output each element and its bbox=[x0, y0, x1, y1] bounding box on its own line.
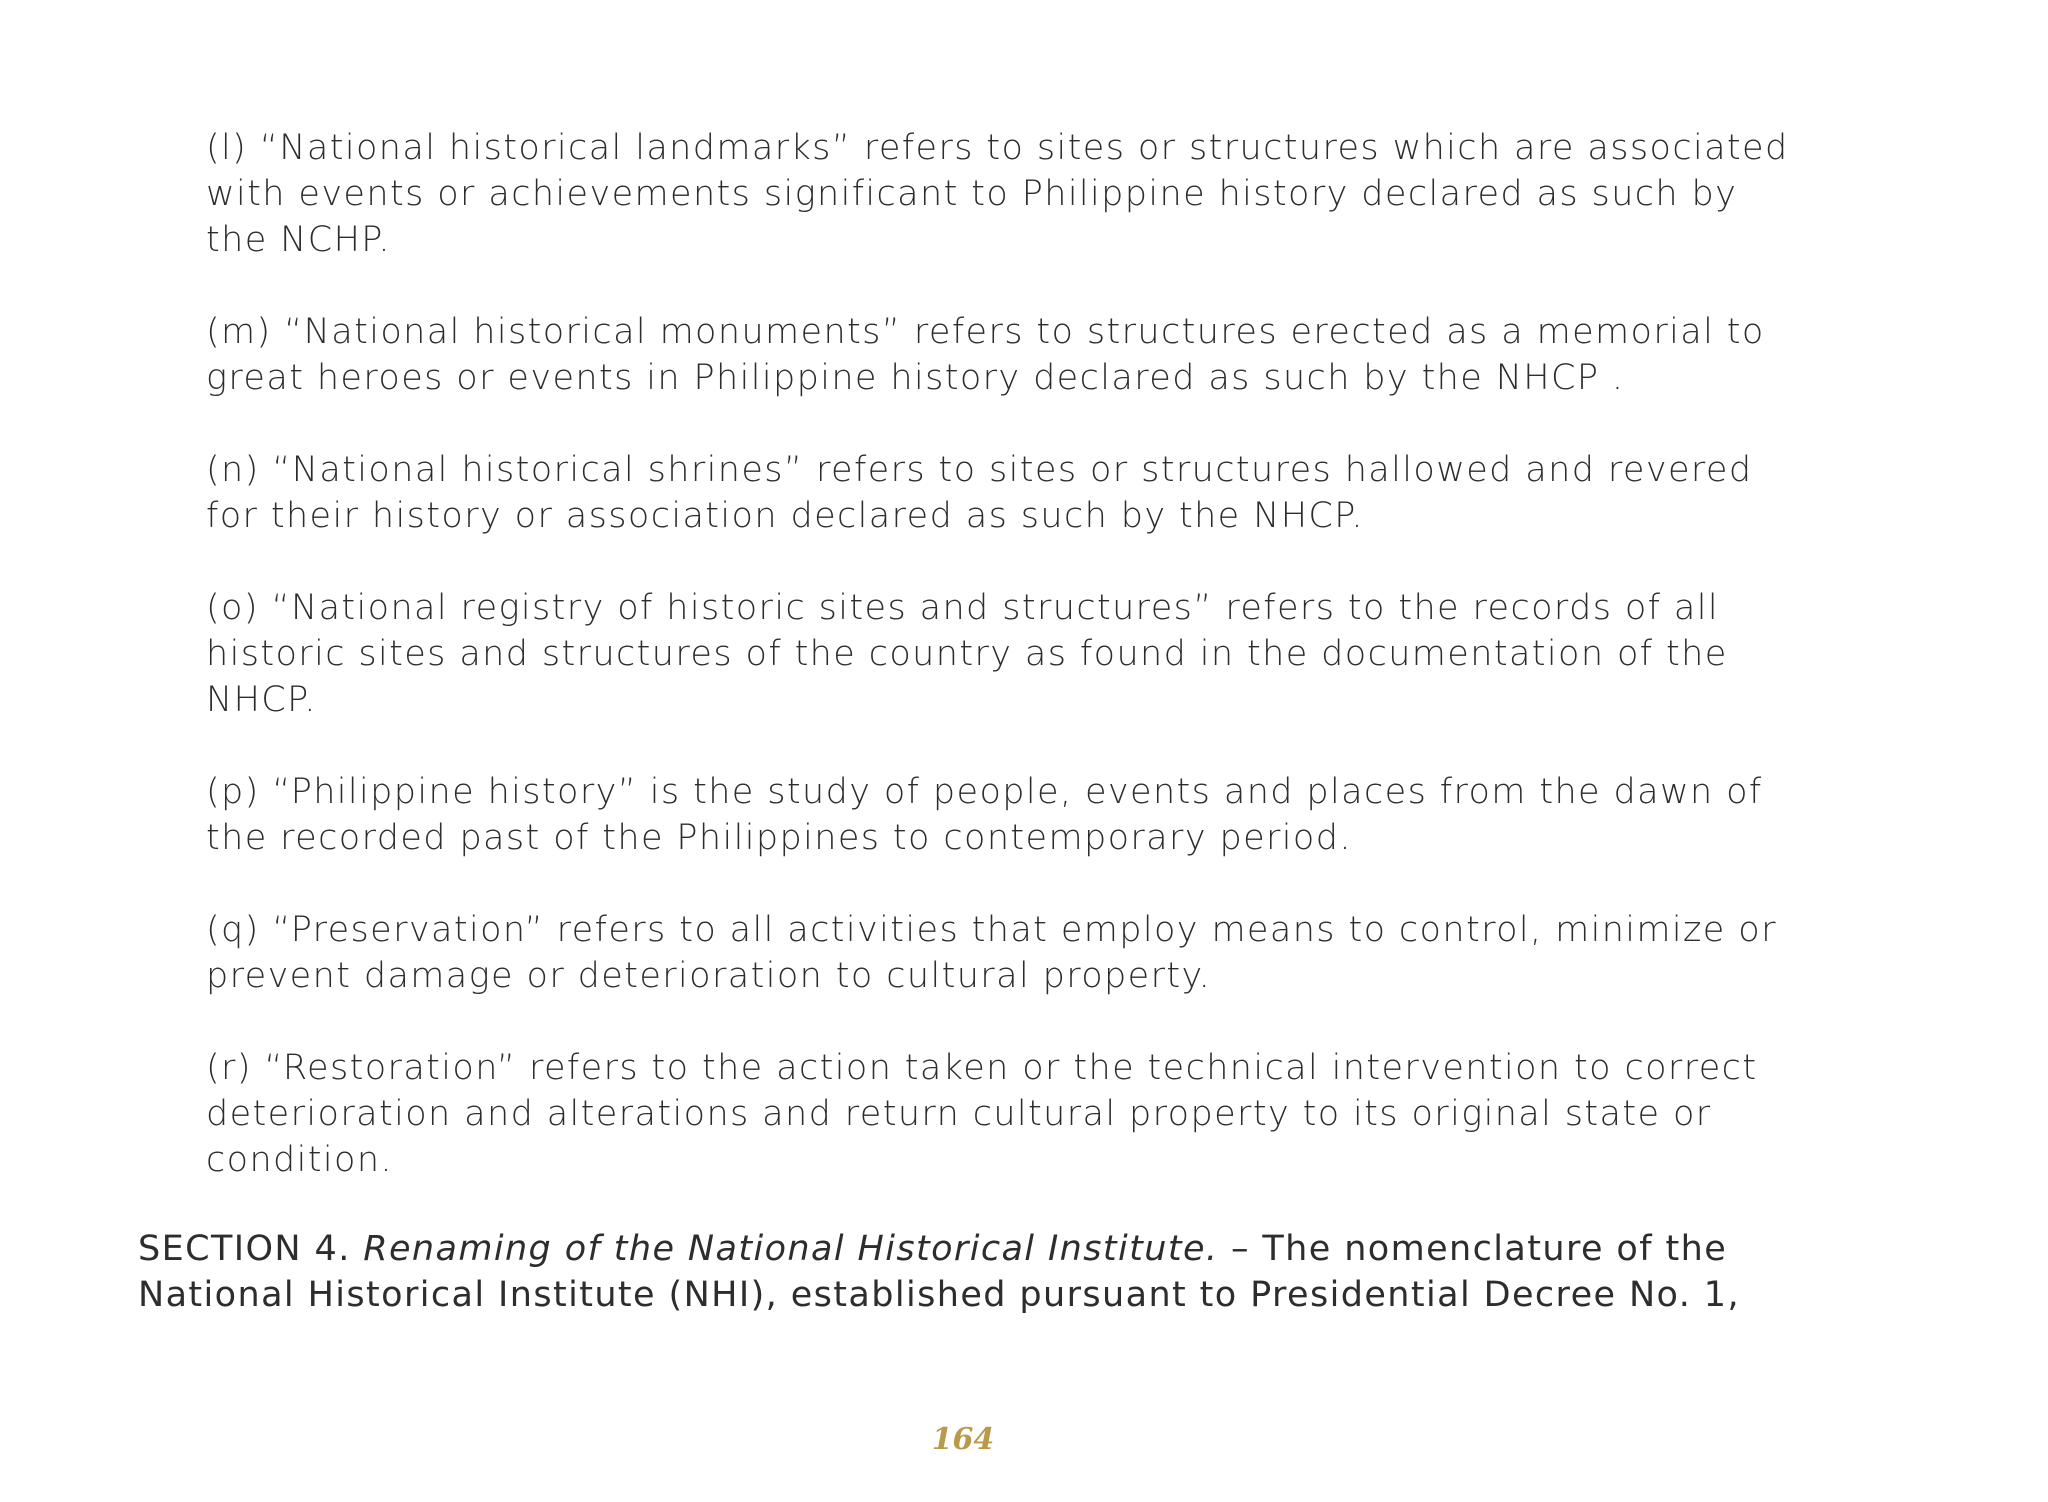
definition-q: (q) “Preservation” refers to all activities that employ means to control, minimize or prevent damage or deterioration to cultural property. bbox=[206, 910, 1777, 996]
section-body: – The nomenclature of the National Historical Institute (NHI), established pursuant to Presidential Decree No. 1, bbox=[138, 1229, 1740, 1315]
definition-p: (p) “Philippine history” is the study of people, events and places from the dawn of the recorded past of the Philippines to contemporary period. bbox=[206, 772, 1763, 858]
section-4-paragraph bbox=[138, 1226, 1888, 1318]
definition-o: (o) “National registry of historic sites and structures” refers to the records of all historic sites and structures of the country as found in the documentation of the NHCP. bbox=[206, 588, 1728, 720]
definitions-list bbox=[206, 125, 1806, 1183]
section-label: SECTION 4. bbox=[138, 1229, 351, 1269]
section-title: Renaming of the National Historical Institute. bbox=[363, 1229, 1219, 1269]
definition-n: (n) “National historical shrines” refers to sites or structures hallowed and revered for their history or association declared as such by the NHCP. bbox=[206, 450, 1753, 536]
page-number: 164 bbox=[931, 1422, 995, 1457]
definition-r: (r) “Restoration” refers to the action taken or the technical intervention to correct deterioration and alterations and return cultural property to its original state or condition. bbox=[206, 1048, 1758, 1180]
definition-l: (l) “National historical landmarks” refers to sites or structures which are associated with events or achievements significant to Philippine history declared as such by the NCHP. bbox=[206, 128, 1789, 260]
definition-m: (m) “National historical monuments” refers to structures erected as a memorial to great heroes or events in Philippine history declared as such by the NHCP . bbox=[206, 312, 1765, 398]
